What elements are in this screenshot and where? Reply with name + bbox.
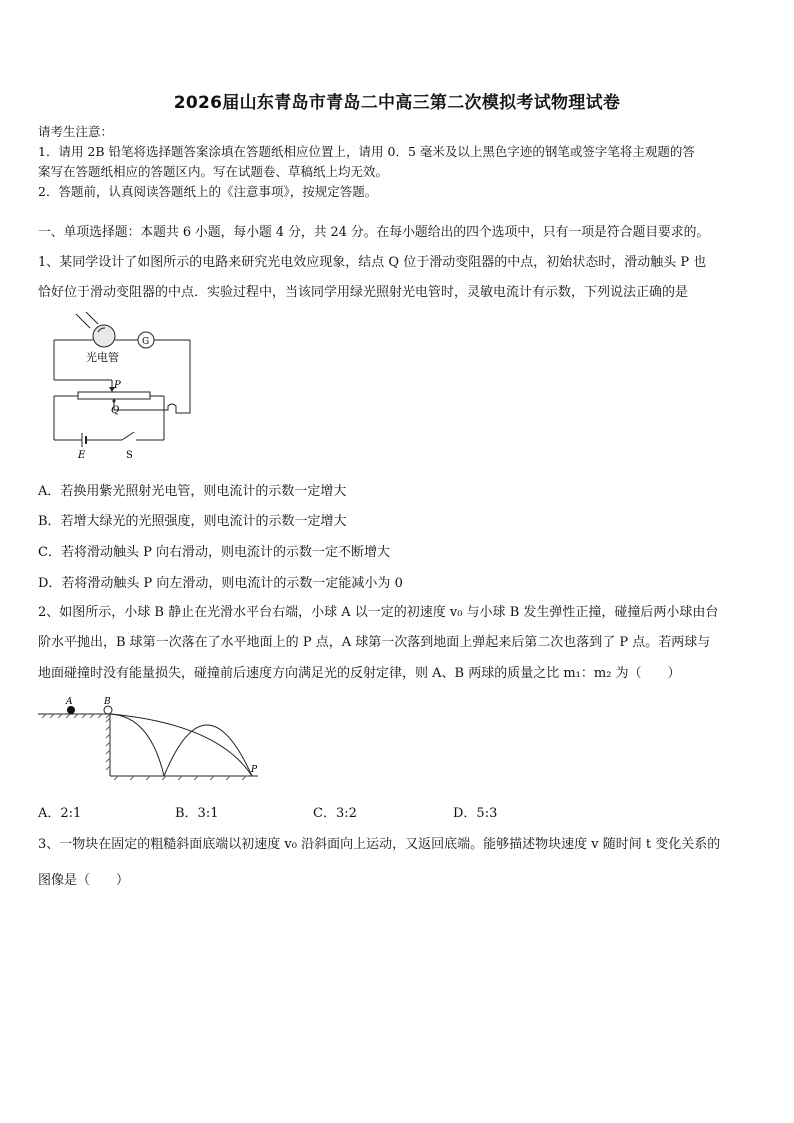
q1-option-b: B．若增大绿光的光照强度，则电流计的示数一定增大 [38,514,347,529]
notice-heading: 请考生注意： [38,124,114,139]
q3-text-line-1: 3、一物块在固定的粗糙斜面底端以初速度 v₀ 沿斜面向上运动，又返回底端。能够描述物块速度 v 随时间 t 变化关系的 [38,837,721,852]
section-1-header: 一、单项选择题：本题共 6 小题，每小题 4 分，共 24 分。在每小题给出的四个选项中，只有一项是符合题目要求的。 [38,225,710,240]
q3-text-line-2: 图像是（ ） [38,873,130,888]
notice-item-1-line-1: 1．请用 2B 铅笔将选择题答案涂填在答题纸相应位置上，请用 0．5 毫米及以上黑色字迹的钢笔或签字笔将主观题的答 [38,144,695,159]
galvanometer-label: G [142,337,150,347]
notice-item-1-line-2: 案写在答题纸相应的答题区内。写在试题卷、草稿纸上均无效。 [38,164,389,179]
switch-s-label: S [126,450,133,460]
q2-option-b: B．3:1 [175,806,219,821]
q1-text-line-1: 1、某同学设计了如图所示的电路来研究光电效应现象，结点 Q 位于滑动变阻器的中点，初始状态时，滑动触头 P 也 [38,255,707,270]
q1-option-d: D．若将滑动触头 P 向左滑动，则电流计的示数一定能减小为 0 [38,576,403,591]
q2-option-c: C．3:2 [313,806,357,821]
q1-option-a: A．若换用紫光照射光电管，则电流计的示数一定增大 [38,484,347,499]
q2-text-line-1: 2、如图所示，小球 B 静止在光滑水平台右端，小球 A 以一定的初速度 v₀ 与小球 B 发生弹性正撞，碰撞后两小球由台 [38,605,719,620]
q2-option-d: D．5:3 [453,806,498,821]
q2-text-line-3: 地面碰撞时没有能量损失，碰撞前后速度方向满足光的反射定律，则 A、B 两球的质量之比 m₁：m₂ 为（ ） [38,666,681,681]
q2-projectile-figure [38,694,268,784]
ball-b-label: B [104,697,111,707]
battery-e-label: E [78,450,86,460]
q1-option-c: C．若将滑动触头 P 向右滑动，则电流计的示数一定不断增大 [38,545,390,560]
q1-circuit-figure [48,308,198,460]
notice-item-2: 2．答题前，认真阅读答题纸上的《注意事项》，按规定答题。 [38,184,378,199]
q2-option-a: A．2:1 [38,806,82,821]
node-q-label: Q [111,405,120,416]
slider-p-label: P [114,380,121,391]
point-p-label: P [251,765,258,775]
q1-text-line-2: 恰好位于滑动变阻器的中点．实验过程中，当该同学用绿光照射光电管时，灵敏电流计有示数，下列说法正确的是 [38,285,689,300]
ball-a-label: A [66,697,73,707]
photocell-label: 光电管 [86,351,119,364]
exam-title: 2026届山东青岛市青岛二中高三第二次模拟考试物理试卷 [173,93,621,113]
q2-text-line-2: 阶水平抛出，B 球第一次落在了水平地面上的 P 点，A 球第一次落到地面上弹起来后第二次也落到了 P 点。若两球与 [38,635,711,650]
